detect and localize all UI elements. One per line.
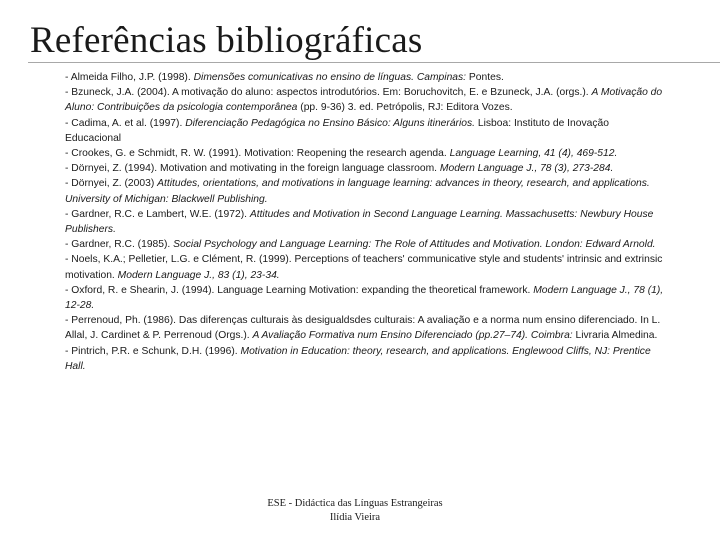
reference-text: (pp. 9-36) 3. ed. Petrópolis, RJ: Editora Vozes. — [297, 102, 513, 114]
reference-text: - Dörnyei, Z. (2003) — [65, 178, 158, 190]
reference-text: - Almeida Filho, J.P. (1998). — [65, 72, 194, 83]
reference-italic-text: Attitudes and Motivation in Second Language Learning. Massachusetts: Newbury House Publishers. — [65, 208, 654, 236]
reference-text: - Gardner, R.C. (1985). — [65, 239, 174, 251]
page-title: Referências bibliográficas — [30, 20, 423, 61]
reference-item — [65, 176, 665, 206]
reference-italic-text: Motivation in Education: theory, research, and applications. Englewood Cliffs, NJ: Prentice Hall. — [65, 345, 651, 372]
reference-text: - Cadima, A. et al. (1997). — [65, 117, 186, 129]
reference-italic-text: Modern Language J., 78 (3), 273-284. — [439, 163, 614, 175]
reference-italic-text: A Avaliação Formativa num Ensino Diferenciado (pp.27–74). Coimbra: — [252, 330, 573, 342]
reference-item — [65, 283, 665, 313]
reference-italic-text: Dimensões comunicativas no ensino de línguas. Campinas: — [193, 72, 467, 83]
reference-item — [65, 146, 665, 161]
reference-item — [65, 252, 665, 282]
reference-italic-text: Attitudes, orientations, and motivations in language learning: advances in theory, research, and applications. University of Michigan: Blackwell Publishing. — [65, 178, 650, 205]
footer-course: ESE - Didáctica das Línguas Estrangeiras — [267, 498, 443, 509]
reference-item — [65, 237, 665, 252]
reference-item — [65, 70, 665, 85]
reference-list — [65, 70, 665, 374]
reference-item — [65, 344, 665, 374]
footer — [0, 497, 710, 525]
reference-text: - Noels, K.A.; Pelletier, L.G. e Clément, R. (1999). Perceptions of teachers' communicative style and students' intrinsic and extrinsic motivation. — [65, 254, 663, 281]
reference-italic-text: Diferenciação Pedagógica no Ensino Básico: Alguns itinerários. — [185, 117, 476, 129]
reference-item — [65, 161, 665, 176]
reference-italic-text: Social Psychology and Language Learning: The Role of Attitudes and Motivation. London: Edward Arnold. — [173, 239, 656, 251]
reference-italic-text: Modern Language J., 78 (1), 12-28. — [65, 284, 664, 312]
reference-item — [65, 313, 665, 343]
reference-italic-text: A Motivação do Aluno: Contribuições da psicologia contemporânea — [65, 87, 663, 114]
reference-text: - Pintrich, P.R. e Schunk, D.H. (1996). — [65, 345, 241, 357]
reference-item — [65, 207, 665, 237]
reference-text: - Crookes, G. e Schmidt, R. W. (1991). Motivation: Reopening the research agenda. — [65, 148, 450, 160]
reference-text: - Dörnyei, Z. (1994). Motivation and motivating in the foreign language classroom. — [65, 163, 440, 175]
reference-text: - Perrenoud, Ph. (1986). Das diferenças culturais às desigualdsdes culturais: A avaliação e a norma num ensino diferenciado. In L. Allal, J. Cardinet & P. Perrenoud (Orgs.). — [65, 315, 661, 342]
reference-italic-text: Modern Language J., 83 (1), 23-34. — [117, 269, 280, 281]
reference-item — [65, 116, 665, 146]
footer-author: Ilídia Vieira — [329, 512, 381, 523]
reference-text: Pontes. — [466, 72, 504, 83]
reference-text: - Oxford, R. e Shearin, J. (1994). Language Learning Motivation: expanding the theoretical framework. — [65, 284, 534, 296]
reference-text: - Gardner, R.C. e Lambert, W.E. (1972). — [65, 208, 250, 220]
reference-text: - Bzuneck, J.A. (2004). A motivação do aluno: aspectos introdutórios. Em: Boruchovitch, E. e Bzuneck, J.A. (orgs.). — [65, 87, 592, 99]
reference-item — [65, 85, 665, 115]
reference-italic-text: Language Learning, 41 (4), 469-512. — [449, 148, 618, 160]
reference-text: Lisboa: Instituto de Inovação Educacional — [65, 117, 609, 144]
reference-text: Livraria Almedina. — [572, 330, 658, 342]
title-divider — [28, 62, 720, 63]
